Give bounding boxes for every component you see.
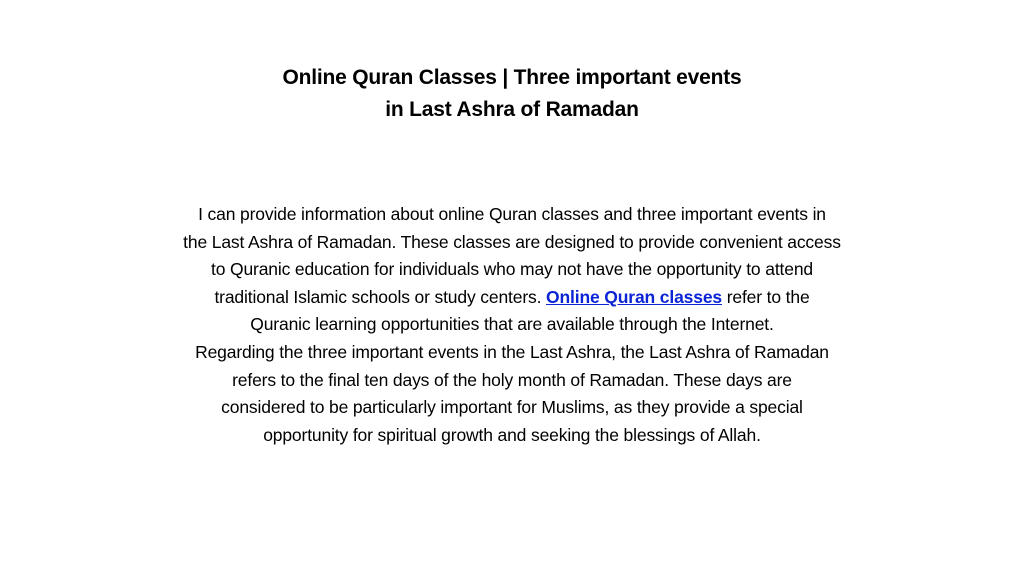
title-line-1: Online Quran Classes | Three important events (282, 66, 742, 89)
body-line-8: considered to be particularly important for Muslims, as they provide a special (221, 397, 803, 418)
page-title (150, 62, 874, 126)
body-line-4-end: refer to the (722, 286, 810, 307)
body-line-7: refers to the final ten days of the holy month of Ramadan. These days are (232, 369, 792, 390)
body-paragraph (100, 201, 924, 449)
body-line-4-start: traditional Islamic schools or study centers. (214, 286, 547, 307)
body-line-6: Regarding the three important events in the Last Ashra, the Last Ashra of Ramadan (195, 341, 829, 362)
body-line-4 (100, 284, 924, 312)
online-quran-classes-link[interactable]: Online Quran classes (546, 286, 722, 307)
title-line-2: in Last Ashra of Ramadan (385, 98, 639, 121)
body-line-2: the Last Ashra of Ramadan. These classes are designed to provide convenient access (183, 231, 841, 252)
body-line-3: to Quranic education for individuals who may not have the opportunity to attend (210, 259, 813, 280)
body-line-1: I can provide information about online Quran classes and three important events in (198, 204, 826, 224)
body-line-5: Quranic learning opportunities that are available through the Internet. (250, 314, 774, 335)
body-line-9: opportunity for spiritual growth and seeking the blessings of Allah. (263, 424, 761, 445)
